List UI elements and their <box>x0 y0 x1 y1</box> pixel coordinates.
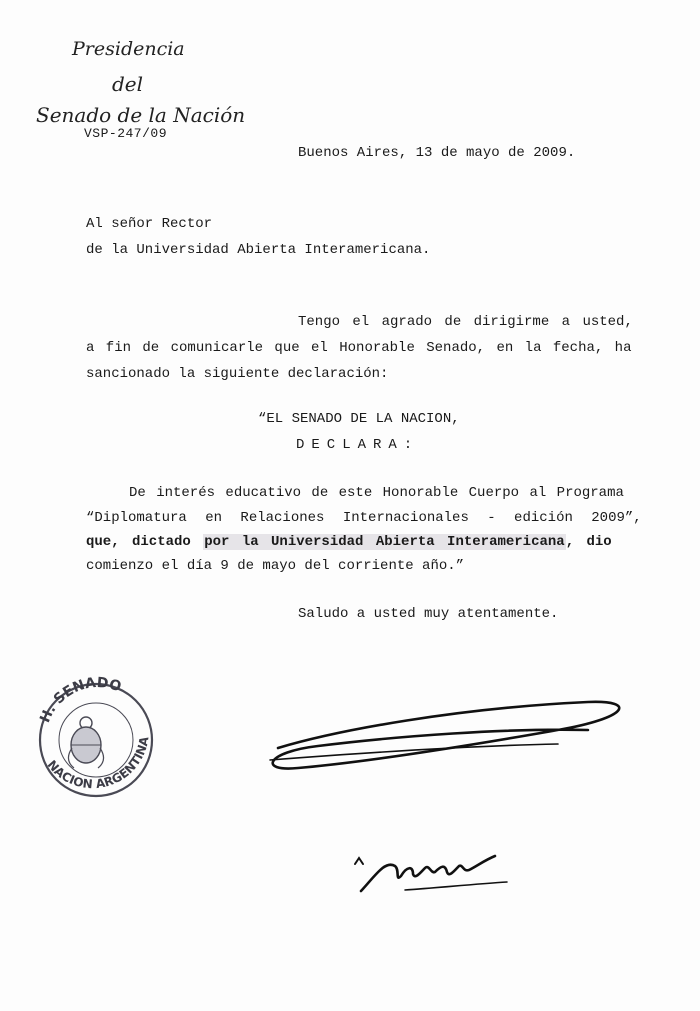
declaration-heading: “EL SENADO DE LA NACION, <box>258 411 460 427</box>
handwritten-initials <box>345 836 525 906</box>
declaration-line-1: De interés educativo de este Honorable Cuerpo al Programa <box>129 485 624 501</box>
declaration-line-4: comienzo el día 9 de mayo del corriente año.” <box>86 558 465 574</box>
recipient-line-2: de la Universidad Abierta Interamericana. <box>86 242 431 258</box>
seal-top-text: H. SENADO <box>37 674 124 726</box>
body-line-2: a fin de comunicarle que el Honorable Senado, en la fecha, ha <box>86 340 632 356</box>
reference-number: VSP-247/09 <box>84 126 168 141</box>
declaration-line-3-post: , dio <box>565 534 612 550</box>
seal-bottom-text: NACION ARGENTINA <box>44 735 152 792</box>
senate-seal-stamp <box>36 660 156 805</box>
declaration-line-3 <box>86 534 612 550</box>
closing-line: Saludo a usted muy atentamente. <box>298 606 559 622</box>
declaration-verb: DECLARA: <box>296 437 420 453</box>
letterhead-line-1: Presidencia <box>72 38 185 60</box>
svg-text:H. SENADO <box>37 675 123 725</box>
body-line-1: Tengo el agrado de dirigirme a usted, <box>298 314 633 330</box>
letterhead-line-3: Senado de la Nación <box>36 103 246 127</box>
recipient-line-1: Al señor Rector <box>86 216 213 232</box>
coat-of-arms-icon <box>68 717 103 768</box>
declaration-highlighted-text: por la Universidad Abierta Interamericana <box>204 534 565 550</box>
declaration-line-3-pre: que, dictado <box>86 534 204 550</box>
declaration-line-2: “Diplomatura en Relaciones Internacionales - edición 2009”, <box>86 510 642 526</box>
handwritten-signature <box>258 690 638 790</box>
date-line: Buenos Aires, 13 de mayo de 2009. <box>298 145 576 161</box>
body-line-3: sancionado la siguiente declaración: <box>86 366 389 382</box>
letterhead-line-2: del <box>112 72 144 96</box>
